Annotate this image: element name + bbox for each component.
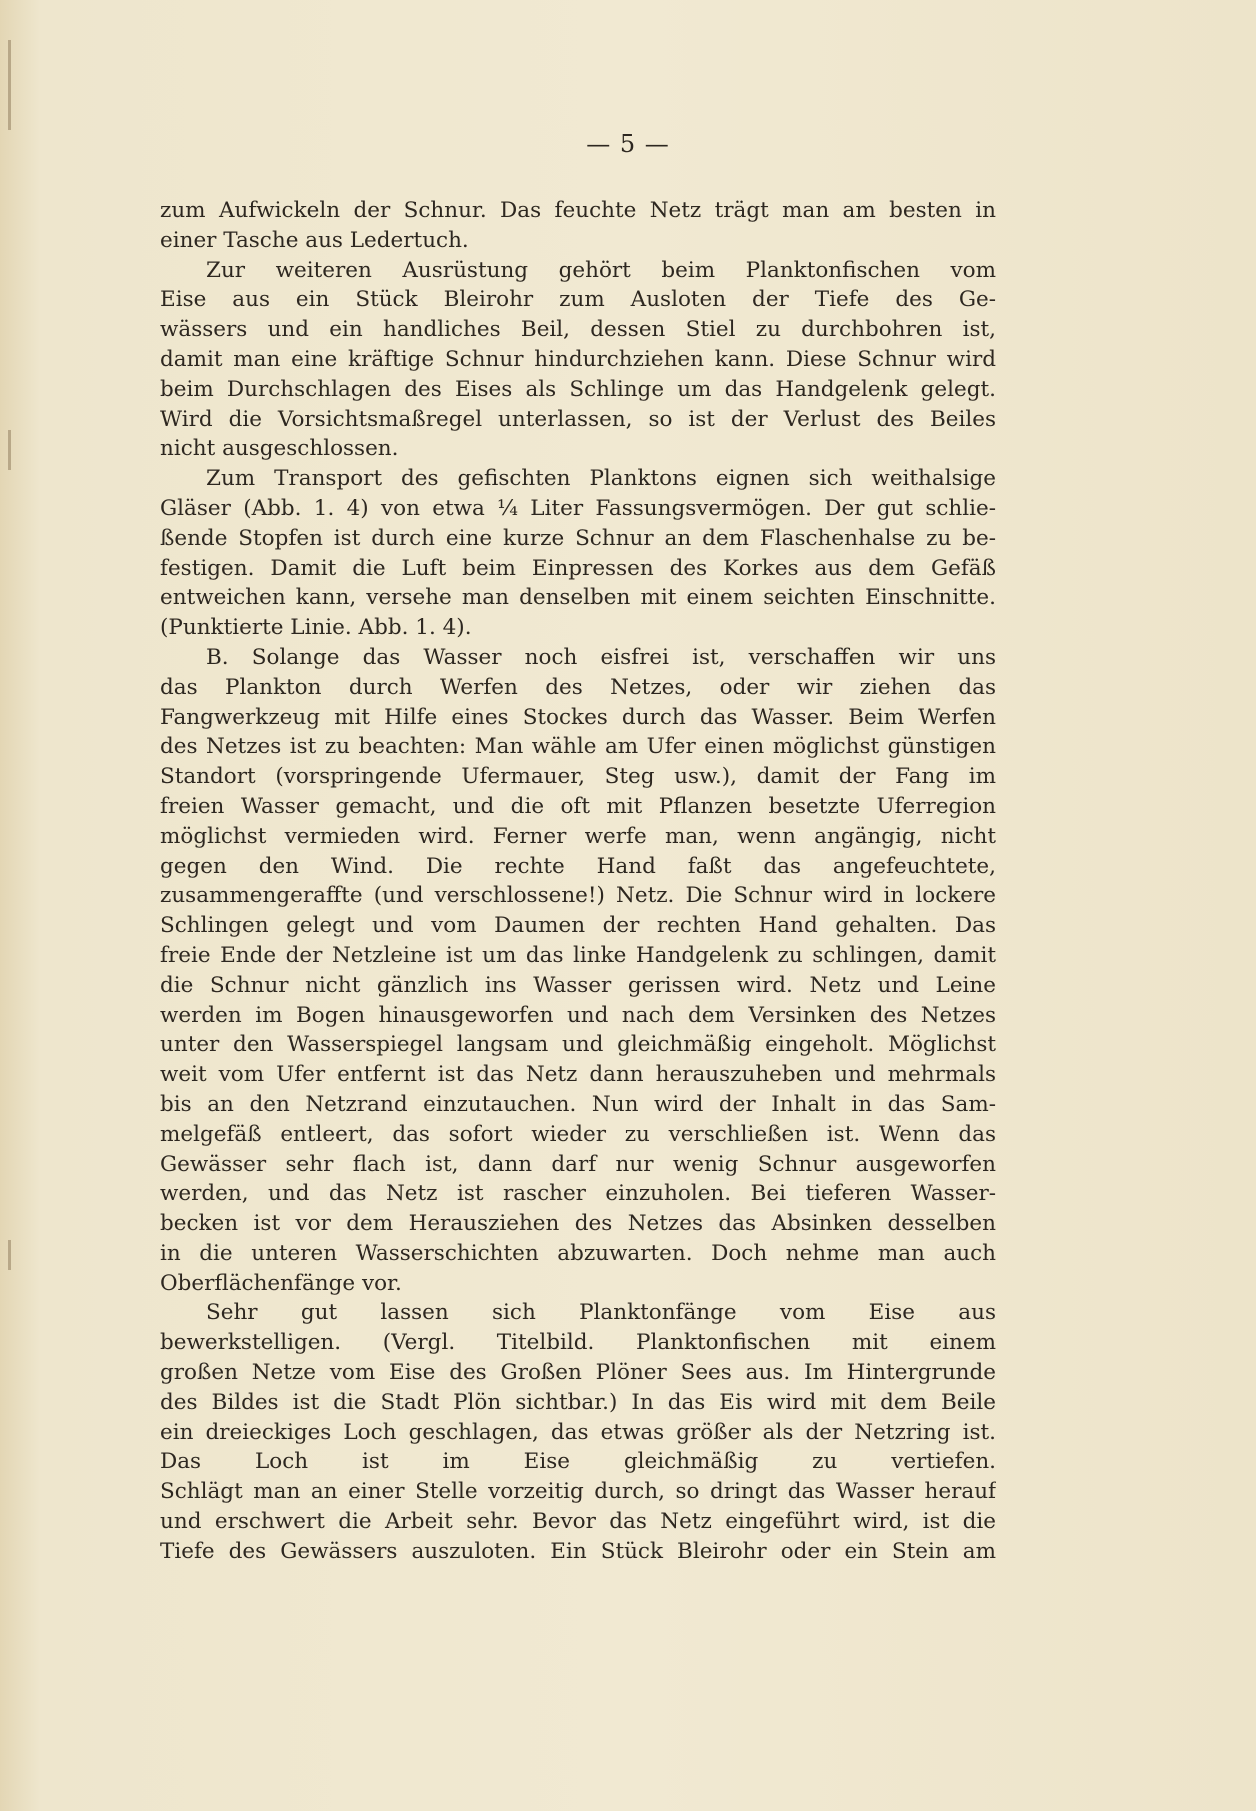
page-edge-mark xyxy=(8,40,11,130)
text-line: Fangwerkzeug mit Hilfe eines Stockes durch das Wasser. Beim Werfen xyxy=(160,704,996,730)
text-line: Gläser (Abb. 1. 4) von etwa ¼ Liter Fassungsvermögen. Der gut schlie- xyxy=(160,495,996,521)
text-line: Sehr gut lassen sich Planktonfänge vom Eise aus xyxy=(206,1300,996,1326)
text-line: des Bildes ist die Stadt Plön sichtbar.) In das Eis wird mit dem Beile xyxy=(160,1389,996,1415)
text-line: einer Tasche aus Ledertuch. xyxy=(160,227,469,253)
text-line: Oberflächenfänge vor. xyxy=(160,1270,402,1296)
text-line: in die unteren Wasserschichten abzuwarten. Doch nehme man auch xyxy=(160,1240,996,1266)
text-line: des Netzes ist zu beachten: Man wähle am Ufer einen möglichst günstigen xyxy=(160,734,996,760)
text-line: Schlingen gelegt und vom Daumen der rechten Hand gehalten. Das xyxy=(160,913,996,939)
text-line: möglichst vermieden wird. Ferner werfe man, wenn angängig, nicht xyxy=(160,823,996,849)
text-line: zusammengeraffte (und verschlossene!) Netz. Die Schnur wird in lockere xyxy=(160,883,996,909)
text-line: Gewässer sehr flach ist, dann darf nur wenig Schnur ausgeworfen xyxy=(160,1151,996,1177)
page-number: — 5 — xyxy=(586,130,670,158)
text-line: gegen den Wind. Die rechte Hand faßt das angefeuchtete, xyxy=(160,853,996,879)
text-line: freien Wasser gemacht, und die oft mit Pflanzen besetzte Uferregion xyxy=(160,793,996,819)
text-line: beim Durchschlagen des Eises als Schlinge um das Handgelenk gelegt. xyxy=(160,376,996,402)
text-line: freie Ende der Netzleine ist um das linke Handgelenk zu schlingen, damit xyxy=(160,942,996,968)
text-line: nicht ausgeschlossen. xyxy=(160,436,399,462)
text-line: (Punktierte Linie. Abb. 1. 4). xyxy=(160,615,472,641)
text-line: melgefäß entleert, das sofort wieder zu verschließen ist. Wenn das xyxy=(160,1121,996,1147)
body-text xyxy=(160,196,996,1567)
text-line: das Plankton durch Werfen des Netzes, oder wir ziehen das xyxy=(160,674,996,700)
text-line: Standort (vorspringende Ufermauer, Steg usw.), damit der Fang im xyxy=(160,764,996,790)
text-line: ßende Stopfen ist durch eine kurze Schnur an dem Flaschenhalse zu be- xyxy=(160,525,996,551)
text-line: bis an den Netzrand einzutauchen. Nun wird der Inhalt in das Sam- xyxy=(160,1091,996,1117)
text-line: weit vom Ufer entfernt ist das Netz dann herauszuheben und mehrmals xyxy=(160,1062,996,1088)
text-line: B. Solange das Wasser noch eisfrei ist, verschaffen wir uns xyxy=(206,644,996,670)
text-line: bewerkstelligen. (Vergl. Titelbild. Planktonfischen mit einem xyxy=(160,1330,996,1356)
text-line: Tiefe des Gewässers auszuloten. Ein Stück Bleirohr oder ein Stein am xyxy=(160,1538,996,1564)
text-line: die Schnur nicht gänzlich ins Wasser gerissen wird. Netz und Leine xyxy=(160,972,996,998)
page-edge-mark xyxy=(8,1240,11,1270)
text-line: entweichen kann, versehe man denselben mit einem seichten Einschnitte. xyxy=(160,585,996,611)
text-line: Das Loch ist im Eise gleichmäßig zu vertiefen. xyxy=(160,1449,996,1475)
text-line: Zum Transport des gefischten Planktons eignen sich weithalsige xyxy=(206,466,996,492)
text-line: unter den Wasserspiegel langsam und gleichmäßig eingeholt. Möglichst xyxy=(160,1032,996,1058)
text-line: Eise aus ein Stück Bleirohr zum Ausloten der Tiefe des Ge- xyxy=(160,287,996,313)
text-line: festigen. Damit die Luft beim Einpressen des Korkes aus dem Gefäß xyxy=(160,555,996,581)
text-line: damit man eine kräftige Schnur hindurchziehen kann. Diese Schnur wird xyxy=(160,346,996,372)
text-line: werden im Bogen hinausgeworfen und nach dem Versinken des Netzes xyxy=(160,1002,996,1028)
text-line: und erschwert die Arbeit sehr. Bevor das Netz eingeführt wird, ist die xyxy=(160,1509,996,1535)
text-line: wässers und ein handliches Beil, dessen Stiel zu durchbohren ist, xyxy=(160,317,996,343)
text-line: großen Netze vom Eise des Großen Plöner Sees aus. Im Hintergrunde xyxy=(160,1360,996,1386)
text-line: werden, und das Netz ist rascher einzuholen. Bei tieferen Wasser- xyxy=(160,1181,996,1207)
text-line: Zur weiteren Ausrüstung gehört beim Planktonfischen vom xyxy=(206,257,996,283)
text-line: becken ist vor dem Herausziehen des Netzes das Absinken desselben xyxy=(160,1211,996,1237)
text-line: zum Aufwickeln der Schnur. Das feuchte Netz trägt man am besten in xyxy=(160,198,996,223)
text-line: ein dreieckiges Loch geschlagen, das etwas größer als der Netzring ist. xyxy=(160,1419,996,1445)
text-line: Wird die Vorsichtsmaßregel unterlassen, so ist der Verlust des Beiles xyxy=(160,406,996,432)
text-line: Schlägt man an einer Stelle vorzeitig durch, so dringt das Wasser herauf xyxy=(160,1479,996,1505)
page-edge-mark xyxy=(8,430,11,470)
